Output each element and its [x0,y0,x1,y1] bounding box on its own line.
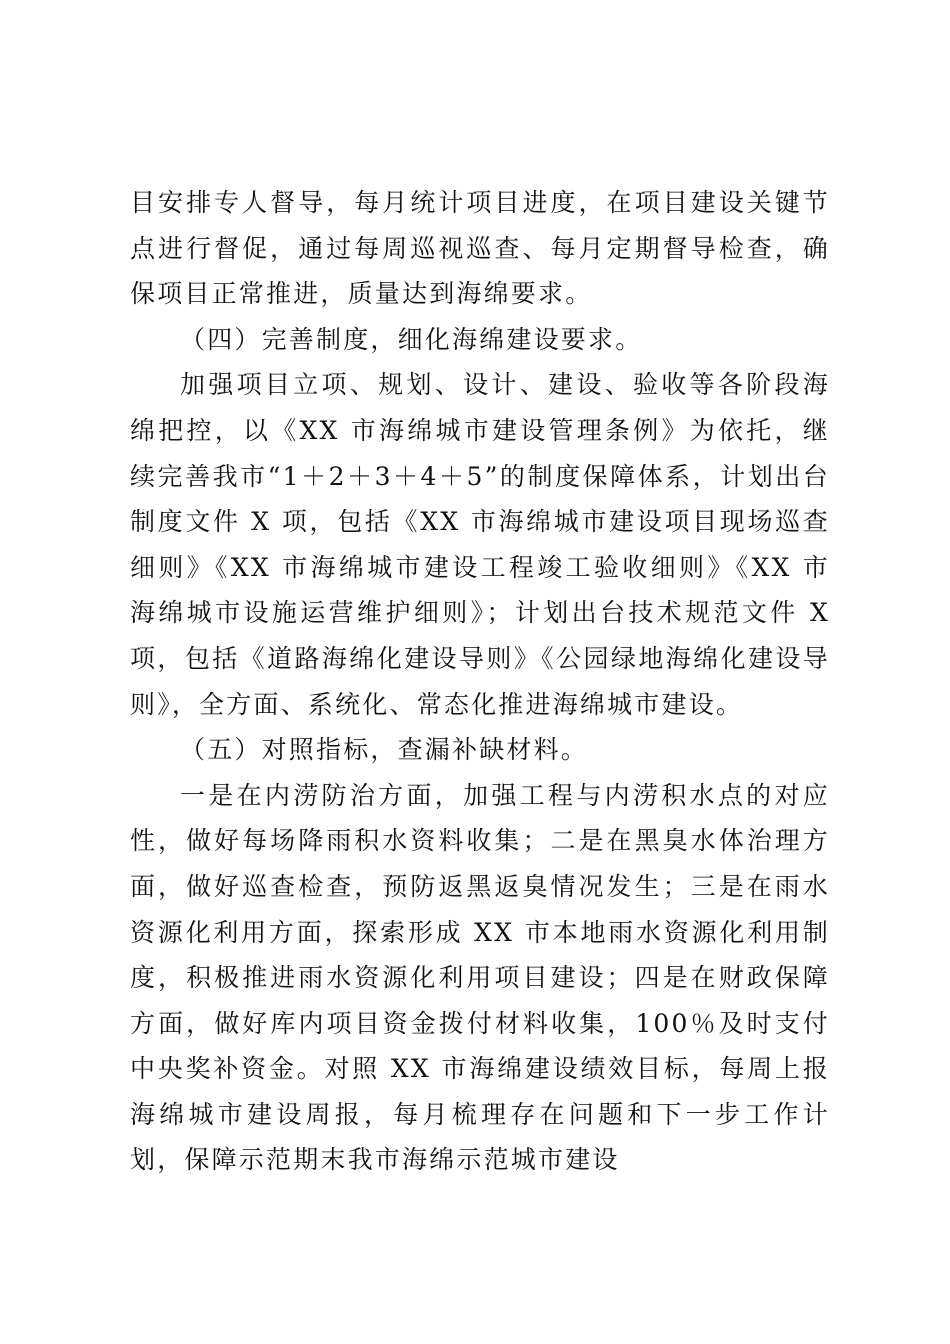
paragraph-continuation: 目安排专人督导，每月统计项目进度，在项目建设关键节点进行督促，通过每周巡视巡查、每月定期督导检查，确保项目正常推进，质量达到海绵要求。 [130,188,830,309]
section-heading-5: （五）对照指标，查漏补缺材料。 [180,735,589,765]
paragraph-check-indicators: 一是在内涝防治方面，加强工程与内涝积水点的对应性，做好每场降雨积水资料收集；二是在黑臭水体治理方面，做好巡查检查，预防返黑返臭情况发生；三是在雨水资源化利用方面，探索形成 XX 市本地雨水资源化利用制度，积极推进雨水资源化利用项目建设；四是在财政保障方面，做好库内项目资金拨付材料收集，100％及时支付中央奖补资金。对照 XX 市海绵建设绩效目标，每周上报海绵城市建设周报，每月梳理存在问题和下一步工作计划，保障示范期末我市海绵示范城市建设 [130,780,830,1175]
section-heading-4: （四）完善制度，细化海绵建设要求。 [180,324,643,354]
paragraph-improve-system: 加强项目立项、规划、设计、建设、验收等各阶段海绵把控，以《XX 市海绵城市建设管理条例》为依托，继续完善我市“1＋2＋3＋4＋5”的制度保障体系，计划出台制度文件 X 项，包括《XX 市海绵城市建设项目现场巡查细则》《XX 市海绵城市建设工程竣工验收细则》《XX 市海绵城市设施运营维护细则》；计划出台技术规范文件 X 项，包括《道路海绵化建设导则》《公园绿地海绵化建设导则》，全方面、系统化、常态化推进海绵城市建设。 [130,370,830,719]
document-body [130,180,830,1183]
